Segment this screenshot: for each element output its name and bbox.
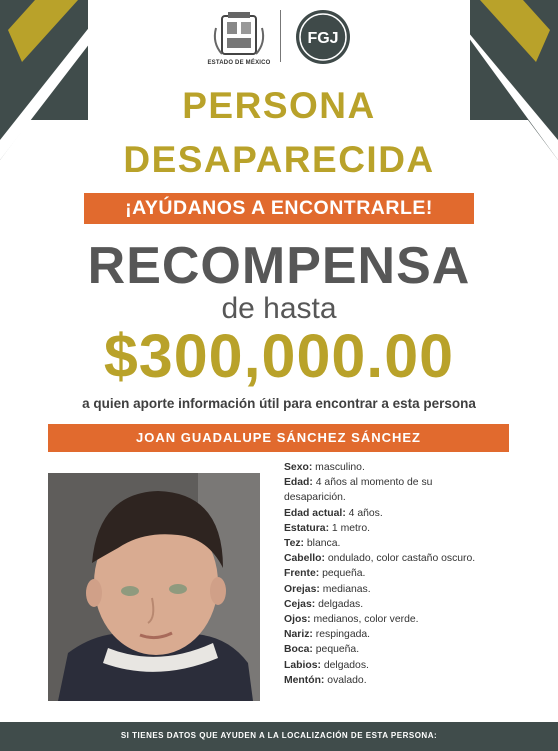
detail-label: Boca: bbox=[284, 644, 313, 656]
detail-value: medianos, color verde. bbox=[310, 614, 419, 626]
detail-cejas bbox=[284, 597, 484, 612]
detail-label: Edad actual: bbox=[284, 507, 346, 519]
fgj-logo-icon bbox=[294, 8, 352, 66]
detail-sexo bbox=[284, 460, 484, 475]
detail-nariz bbox=[284, 627, 484, 642]
detail-value: medianas. bbox=[319, 583, 371, 595]
detail-value: ovalado. bbox=[324, 674, 367, 686]
detail-frente bbox=[284, 566, 484, 581]
detail-label: Sexo: bbox=[284, 462, 313, 473]
person-details bbox=[284, 460, 484, 688]
detail-edad-actual bbox=[284, 506, 484, 521]
footer-text: SI TIENES DATOS QUE AYUDEN A LA LOCALIZACIÓN DE ESTA PERSONA: bbox=[120, 731, 438, 740]
detail-value: 4 años al momento de su desaparición. bbox=[284, 477, 433, 504]
detail-label: Frente: bbox=[284, 568, 320, 580]
detail-orejas bbox=[284, 582, 484, 597]
detail-menton bbox=[284, 673, 484, 688]
detail-value: pequeña. bbox=[312, 644, 360, 656]
detail-label: Ojos: bbox=[284, 614, 311, 626]
detail-tez bbox=[284, 536, 484, 551]
detail-value: delgados. bbox=[320, 659, 369, 671]
detail-label: Edad: bbox=[284, 477, 313, 489]
reward-upto: de hasta bbox=[221, 292, 337, 325]
info-line: a quien aporte información útil para encontrar a esta persona bbox=[82, 396, 476, 411]
detail-label: Orejas: bbox=[284, 583, 320, 595]
detail-label: Nariz: bbox=[284, 629, 313, 641]
help-banner: ¡AYÚDANOS A ENCONTRARLE! bbox=[84, 193, 474, 224]
detail-estatura bbox=[284, 521, 484, 536]
detail-value: blanca. bbox=[304, 538, 341, 550]
detail-label: Labios: bbox=[284, 659, 321, 671]
title-line-2: DESAPARECIDA bbox=[123, 139, 435, 180]
detail-label: Mentón: bbox=[284, 674, 325, 686]
reward-amount: $300,000.00 bbox=[103, 322, 455, 390]
detail-boca bbox=[284, 642, 484, 657]
detail-label: Cejas: bbox=[284, 598, 316, 610]
detail-labios bbox=[284, 658, 484, 673]
detail-value: ondulado, color castaño oscuro. bbox=[325, 553, 476, 565]
detail-cabello bbox=[284, 551, 484, 566]
title-line-1: PERSONA bbox=[182, 85, 376, 126]
person-name-banner: JOAN GUADALUPE SÁNCHEZ SÁNCHEZ bbox=[48, 424, 509, 452]
detail-value: respingada. bbox=[312, 629, 371, 641]
detail-ojos bbox=[284, 612, 484, 627]
detail-value: masculino. bbox=[312, 462, 365, 473]
detail-value: pequeña. bbox=[319, 568, 366, 580]
detail-value: 4 años. bbox=[345, 507, 383, 519]
detail-label: Cabello: bbox=[284, 553, 325, 565]
detail-edad bbox=[284, 475, 484, 505]
detail-label: Estatura: bbox=[284, 522, 330, 534]
estado-de-mexico-seal-icon bbox=[204, 8, 274, 68]
detail-value: delgadas. bbox=[315, 598, 364, 610]
detail-value: 1 metro. bbox=[329, 522, 371, 534]
reward-title: RECOMPENSA bbox=[87, 237, 471, 295]
logo-divider bbox=[280, 10, 281, 62]
edomex-label: ESTADO DE MÉXICO bbox=[207, 60, 271, 66]
detail-label: Tez: bbox=[284, 538, 305, 550]
fgj-logo-text: FGJ bbox=[307, 30, 339, 47]
missing-person-photo bbox=[48, 473, 260, 701]
